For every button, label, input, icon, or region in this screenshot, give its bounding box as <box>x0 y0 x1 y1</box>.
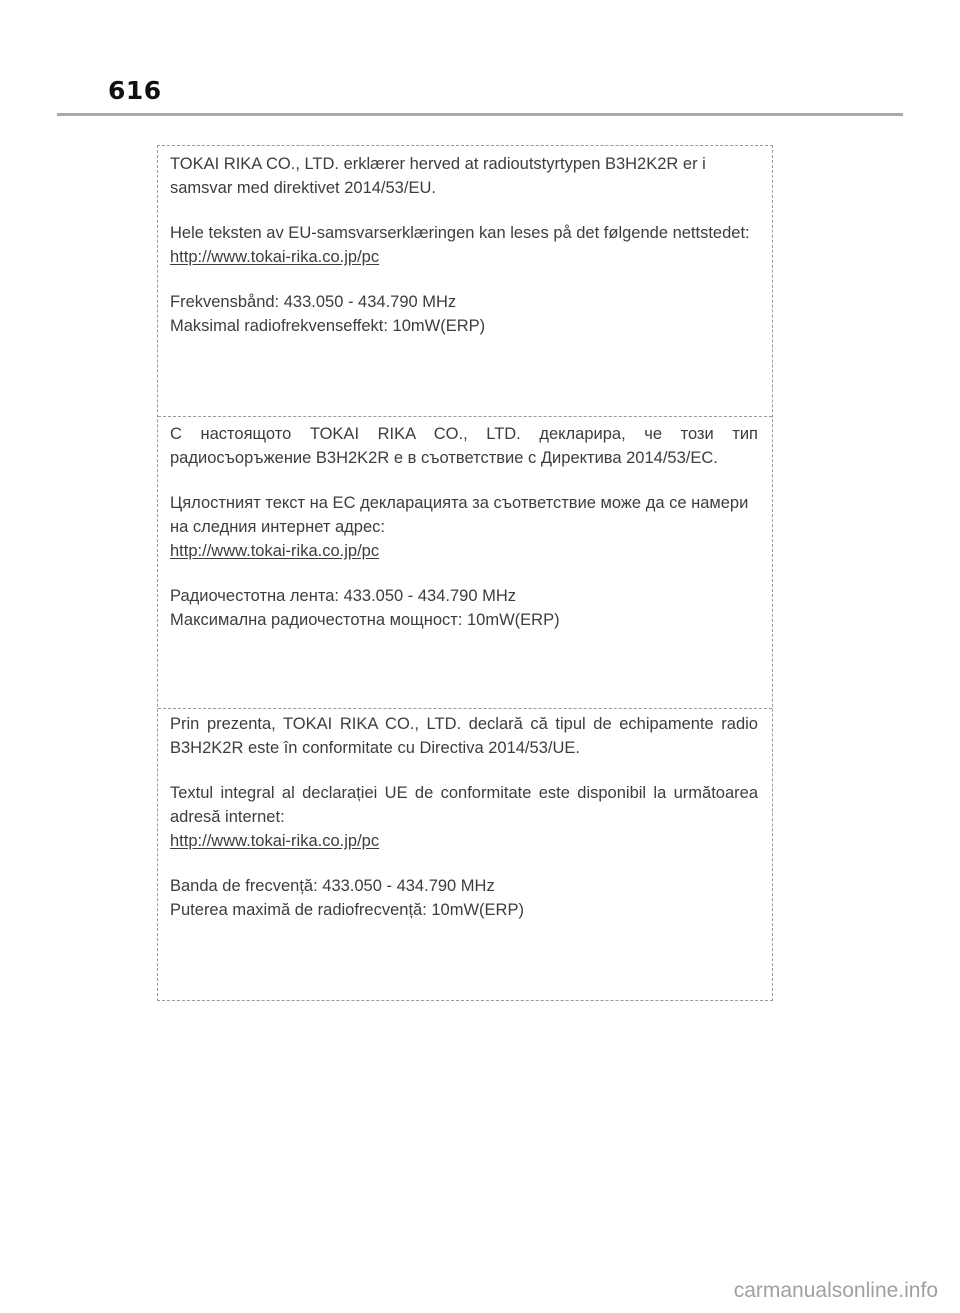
section-divider <box>158 708 772 709</box>
watermark-text: carmanualsonline.info <box>733 1279 938 1302</box>
fulltext-note: Textul integral al declarației UE de conformitate este disponibil la următoarea adresă internet: <box>170 784 758 826</box>
declaration-text: Prin prezenta, TOKAI RIKA CO., LTD. declară că tipul de echipamente radio B3H2K2R este în conformitate cu Directiva 2014/53/UE. <box>170 715 758 757</box>
declaration-link[interactable]: http://www.tokai-rika.co.jp/pc <box>170 832 380 850</box>
section-romanian <box>158 712 772 922</box>
declaration-link[interactable]: http://www.tokai-rika.co.jp/pc <box>170 542 380 560</box>
frequency-band: Banda de frecvență: 433.050 - 434.790 MHz <box>170 877 495 895</box>
max-power: Максимална радиочестотна мощност: 10mW(ERP) <box>170 611 560 629</box>
max-power: Puterea maximă de radiofrecvență: 10mW(ERP) <box>170 901 524 919</box>
section-bulgarian <box>158 422 772 632</box>
fulltext-note: Hele teksten av EU-samsvarserklæringen kan leses på det følgende nettstedet: <box>170 224 750 242</box>
declaration-text: TOKAI RIKA CO., LTD. erklærer herved at radioutstyrtypen B3H2K2R er i samsvar med direktivet 2014/53/EU. <box>170 155 706 197</box>
frequency-band: Радиочестотна лента: 433.050 - 434.790 MHz <box>170 587 517 605</box>
declaration-text: С настоящото TOKAI RIKA CO., LTD. декларира, че този тип радиосъоръжение B3H2K2R е в съответствие с Директива 2014/53/ЕС. <box>170 425 758 467</box>
section-norwegian <box>158 152 772 338</box>
fulltext-note: Цялостният текст на ЕС декларацията за съответствие може да се намери на следния интернет адрес: <box>170 494 749 536</box>
declaration-link[interactable]: http://www.tokai-rika.co.jp/pc <box>170 248 380 266</box>
section-divider <box>158 416 772 417</box>
header-rule <box>57 113 903 116</box>
frequency-band: Frekvensbånd: 433.050 - 434.790 MHz <box>170 293 457 311</box>
max-power: Maksimal radiofrekvenseffekt: 10mW(ERP) <box>170 317 486 335</box>
declaration-box <box>157 145 773 1001</box>
page-number: 616 <box>108 76 162 105</box>
